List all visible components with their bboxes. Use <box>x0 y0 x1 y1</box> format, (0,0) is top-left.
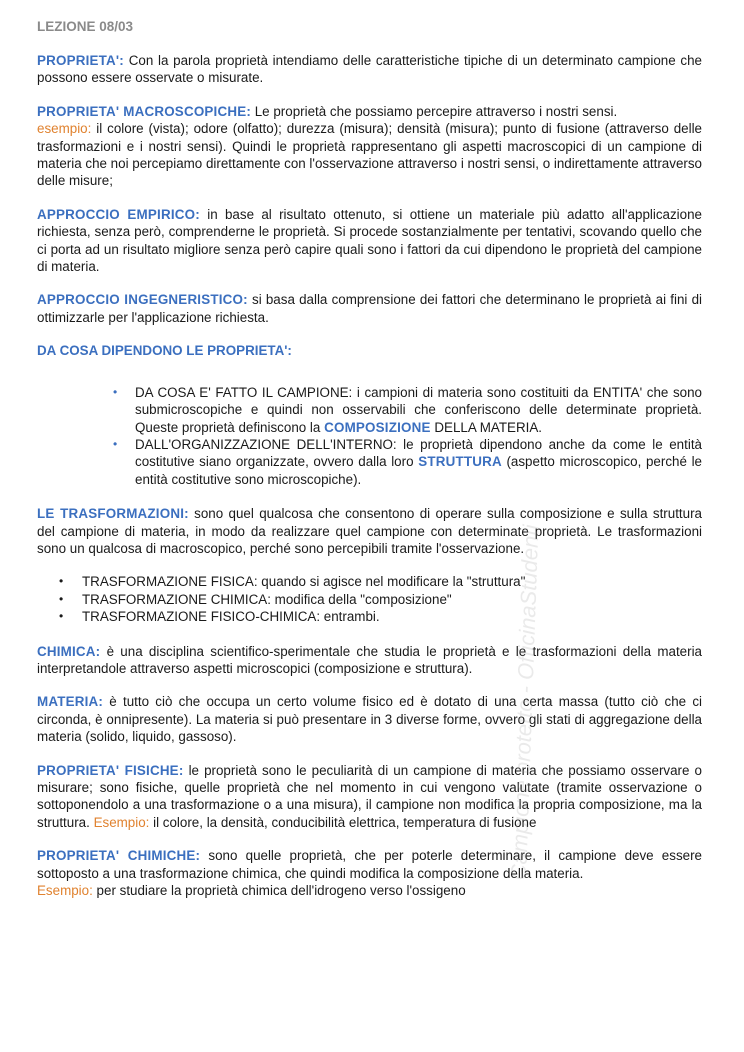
section-heading-dipendenze: DA COSA DIPENDONO LE PROPRIETA': <box>37 343 292 359</box>
paragraph-text: in base al risultato ottenuto, si ottiene un materiale più adatto all'applicazione richiesta, senza però, comprenderne le proprietà. Si procede sostanzialmente per tentativi, scovando quello che ci porta ad un risultato migliore senza però capire quali sono i fattori da cui dipendono le proprietà del campione di materia. <box>37 206 703 275</box>
bullet-icon: • <box>113 384 118 399</box>
bullet-icon: • <box>59 574 64 589</box>
paragraph-text: per studiare la proprietà chimica dell'idrogeno verso l'ossigeno <box>92 883 466 899</box>
list-item: • TRASFORMAZIONE FISICO-CHIMICA: entrambi. <box>59 609 380 625</box>
paragraph-text: sono quelle proprietà, che per poterle determinare, il campione deve essere sottoposto a una trasformazione chimica, che quindi modifica la composizione della materia. <box>37 848 702 881</box>
bullet-icon: • <box>113 436 118 451</box>
paragraph-chimica <box>37 643 702 678</box>
paragraph-approccio-empirico <box>37 206 702 276</box>
paragraph-text: si basa dalla comprensione dei fattori che determinano le proprietà ai fini di ottimizzarle per l'applicazione richiesta. <box>37 292 702 325</box>
list-item: • TRASFORMAZIONE FISICA: quando si agisce nel modificare la "struttura" <box>59 574 526 590</box>
bullet-icon: • <box>59 609 64 624</box>
paragraph-proprieta-macroscopiche <box>37 103 702 190</box>
list-item: • DALL'ORGANIZZAZIONE DELL'INTERNO: le proprietà dipendono anche da come le entità costitutive siano organizzate, ovvero dalla loro STRUTTURA (aspetto microscopico, perché le entità costitutive sono microscopiche). <box>113 436 702 487</box>
keyword-materia: MATERIA: <box>37 694 104 710</box>
dependencies-list <box>113 384 702 488</box>
keyword-trasformazioni: LE TRASFORMAZIONI: <box>37 506 189 522</box>
paragraph-proprieta <box>37 52 702 87</box>
keyword-proprieta: PROPRIETA': <box>37 53 124 68</box>
page-title: LEZIONE 08/03 <box>37 19 134 34</box>
paragraph-trasformazioni <box>37 505 702 557</box>
paragraph-text: è una disciplina scientifico-sperimentale che studia le proprietà e le trasformazioni della materia interpretandole attraverso aspetti microscopici (composizione e struttura). <box>37 643 702 676</box>
paragraph-proprieta-fisiche <box>37 762 702 832</box>
keyword-approccio-ingegneristico: APPROCCIO INGEGNERISTICO: <box>37 292 248 308</box>
example-label: esempio: <box>37 121 92 137</box>
keyword-proprieta-chimiche: PROPRIETA' CHIMICHE: <box>37 848 201 864</box>
paragraph-text: Le proprietà che possiamo percepire attraverso i nostri sensi. <box>251 103 618 119</box>
paragraph-proprieta-chimiche <box>37 847 702 899</box>
example-label: Esempio: <box>37 883 93 899</box>
bullet-icon: • <box>59 591 64 606</box>
keyword-composizione: COMPOSIZIONE <box>324 419 431 435</box>
list-item: • DA COSA E' FATTO IL CAMPIONE: i campioni di materia sono costituiti da ENTITA' che sono submicroscopiche e quindi non osservabili che conferiscono delle determinate proprietà. Queste proprietà definiscono la COMPOSIZIONE DELLA MATERIA. <box>113 384 702 435</box>
keyword-proprieta-fisiche: PROPRIETA' FISICHE: <box>37 762 184 778</box>
paragraph-approccio-ingegneristico <box>37 291 702 326</box>
paragraph-text: è tutto ciò che occupa un certo volume fisico ed è dotato di una certa massa (tutto ciò che ci circonda, è onnipresente). La materia si può presentare in 3 diverse forme, ovvero gli stati di aggregazione della materia (solido, liquido, gassoso). <box>37 694 702 745</box>
list-item: • TRASFORMAZIONE CHIMICA: modifica della "composizione" <box>59 591 452 607</box>
keyword-chimica: CHIMICA: <box>37 643 101 659</box>
paragraph-text: il colore, la densità, conducibilità elettrica, temperatura di fusione <box>149 814 537 830</box>
paragraph-text: sono quel qualcosa che consentono di operare sulla composizione e sulla struttura del campione di materia, in modo da realizzare quel campione con determinate proprietà. Le trasformazioni sono un qualcosa di macroscopico, perché sono percepibili tramite l'osservazione. <box>37 506 702 556</box>
watermark: Campione protetto - OfficinaStudenti <box>506 524 544 881</box>
document-body <box>37 52 702 915</box>
example-label: Esempio: <box>93 814 150 830</box>
keyword-proprieta-macroscopiche: PROPRIETA' MACROSCOPICHE: <box>37 103 252 119</box>
paragraph-text: Con la parola proprietà intendiamo delle caratteristiche tipiche di un determinato campione che possono essere osservate o misurate. <box>37 53 702 86</box>
transformations-list <box>59 573 702 625</box>
keyword-struttura: STRUTTURA <box>418 454 502 470</box>
paragraph-text: le proprietà sono le peculiarità di un campione di materia che possiamo osservare o misurare; sono fisiche, quelle proprietà che nel momento in cui vengono valutate (tramite osservazione o sottoponendolo a una trasformazione o a una misura), il campione non modifica la propria composizione, ma la struttura. <box>37 762 702 830</box>
keyword-approccio-empirico: APPROCCIO EMPIRICO: <box>37 206 200 222</box>
paragraph-text: il colore (vista); odore (olfatto); durezza (misura); densità (misura); punto di fusione (attraverso delle trasformazioni e i nostri sensi). Quindi le proprietà rappresentano gli aspetti macroscopici di un campione di materia che noi percepiamo direttamente con l'osservazione attraverso i nostri sensi, o indirettamente attraverso delle misure; <box>37 121 702 189</box>
paragraph-materia <box>37 693 702 745</box>
